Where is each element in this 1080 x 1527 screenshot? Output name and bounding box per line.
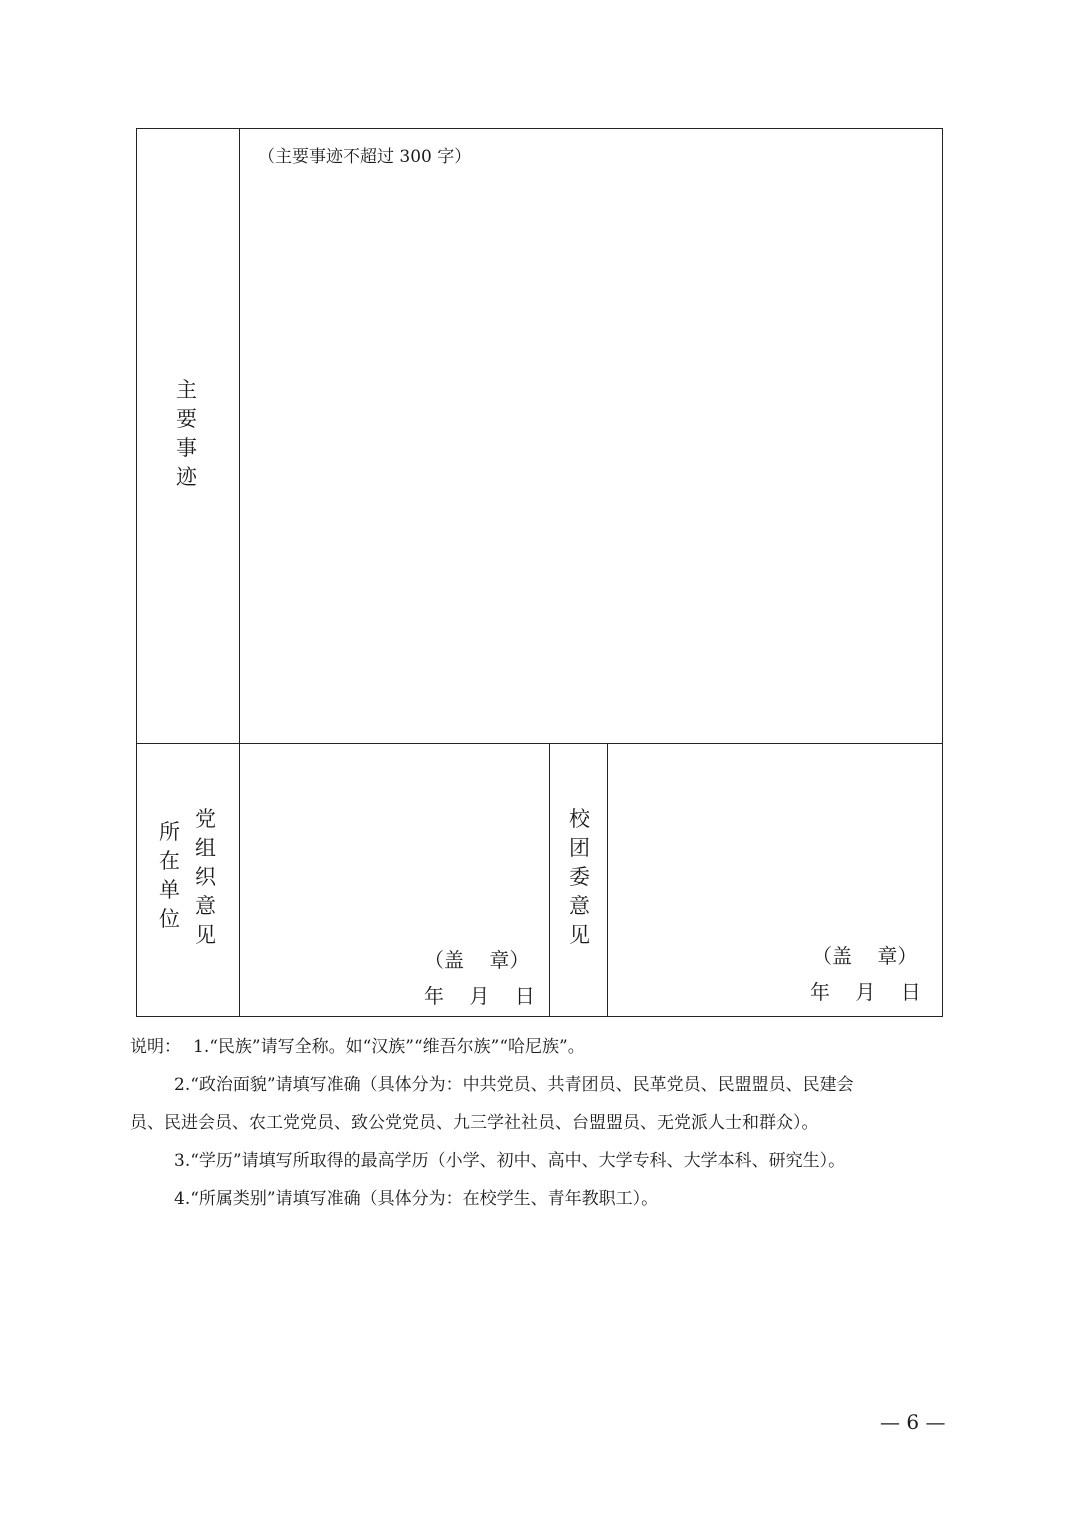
label-char: 校 (569, 807, 590, 831)
label-char: 委 (569, 865, 590, 889)
label-char: 所 (159, 820, 180, 844)
unit-label-column (159, 818, 180, 934)
label-char: 迹 (176, 465, 197, 489)
table-opinion-divider-1 (549, 743, 550, 1017)
note-item-2-line-1 (130, 1066, 960, 1104)
note-text: 员、民进会员、农工党党员、致公党党员、九三学社社员、台盟盟员、无党派人士和群众）。 (130, 1113, 819, 1133)
note-item-2-line-2 (130, 1104, 960, 1142)
label-char: 意 (195, 894, 216, 918)
label-char: 要 (176, 407, 197, 431)
label-char: 事 (176, 436, 197, 460)
main-deeds-label (176, 376, 197, 492)
table-row-divider (136, 743, 943, 744)
unit-seal-text: （盖 章） (424, 948, 530, 972)
label-char: 单 (159, 878, 180, 902)
unit-date-text: 年 月 日 (424, 984, 535, 1008)
label-char: 主 (176, 378, 197, 402)
note-text: 2.“政治面貌”请填写准确（具体分为：中共党员、共青团员、民革党员、民盟盟员、民建会 (174, 1075, 854, 1095)
label-char: 位 (159, 907, 180, 931)
label-char: 在 (159, 849, 180, 873)
note-item-1 (130, 1028, 960, 1066)
label-char: 织 (195, 865, 216, 889)
note-text: 3.“学历”请填写所取得的最高学历（小学、初中、高中、大学专科、大学本科、研究生）。 (174, 1151, 846, 1171)
note-text: 4.“所属类别”请填写准确（具体分为：在校学生、青年教职工）。 (174, 1189, 659, 1209)
page-number: — 6 — (880, 1410, 946, 1434)
table-border-top (136, 128, 943, 129)
label-char: 见 (569, 923, 590, 947)
table-label-column-divider (239, 128, 240, 1017)
main-deeds-hint: （主要事迹不超过 300 字） (258, 147, 472, 167)
note-item-4 (130, 1180, 960, 1218)
school-date-text: 年 月 日 (810, 980, 921, 1004)
label-char: 组 (195, 836, 216, 860)
label-char: 意 (569, 894, 590, 918)
school-league-opinion-label (569, 805, 590, 950)
label-char: 党 (195, 807, 216, 831)
note-text: 1.“民族”请写全称。如“汉族”“维吾尔族”“哈尼族”。 (193, 1037, 585, 1057)
table-border-right (942, 128, 943, 1017)
notes-lead: 说明： (130, 1037, 181, 1057)
party-opinion-label-column (195, 805, 216, 950)
note-item-3 (130, 1142, 960, 1180)
main-deeds-writing-area[interactable] (241, 170, 941, 740)
unit-opinion-writing-area[interactable] (241, 746, 547, 936)
school-seal-text: （盖 章） (812, 944, 918, 968)
notes-section (130, 1028, 960, 1218)
table-border-bottom (136, 1016, 943, 1017)
label-char: 见 (195, 923, 216, 947)
school-opinion-writing-area[interactable] (609, 746, 941, 936)
table-border-left (136, 128, 137, 1017)
label-char: 团 (569, 836, 590, 860)
table-opinion-divider-2 (607, 743, 608, 1017)
